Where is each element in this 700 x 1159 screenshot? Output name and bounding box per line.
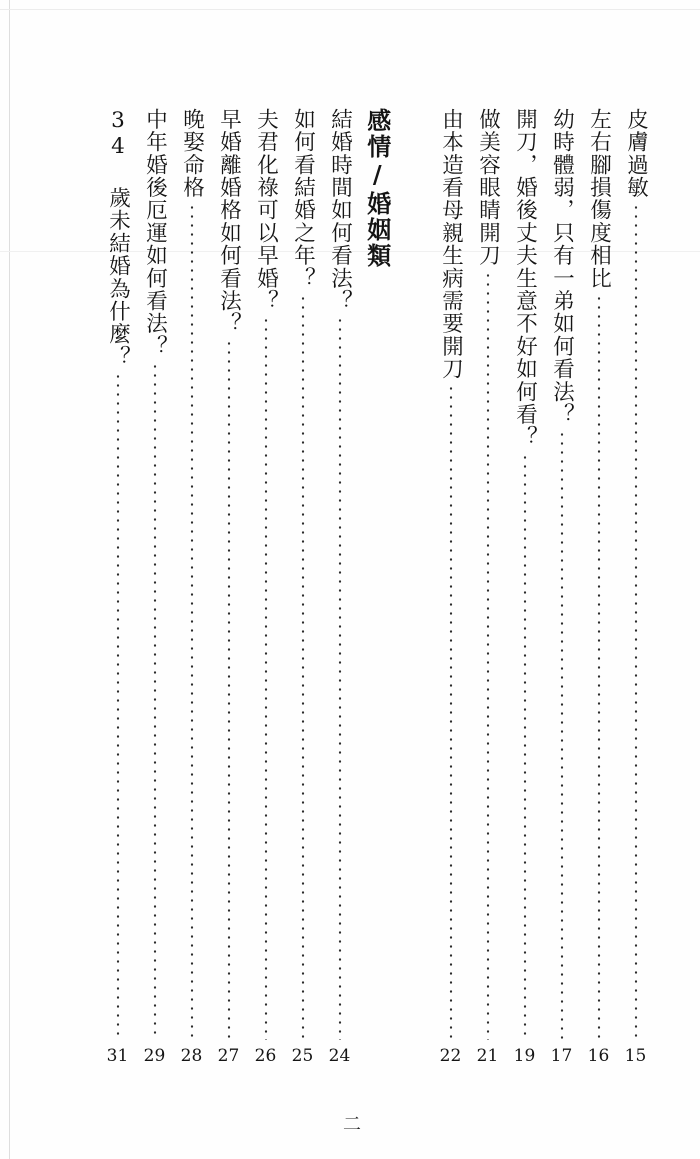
toc-entry[interactable]	[284, 108, 321, 1068]
toc-entry-label: 夫君化祿可以早婚？	[253, 108, 279, 313]
toc-entry-page-number: 15	[624, 1046, 647, 1066]
scan-edge-left	[9, 0, 10, 1159]
toc-entry-label: 晚娶命格	[179, 108, 205, 199]
toc-entry[interactable]	[432, 108, 469, 1068]
toc-entry-page-number: 16	[587, 1046, 610, 1066]
toc-entry-page-number: 19	[513, 1046, 536, 1066]
toc-entry-label: 由本造看母親生病需要開刀	[438, 108, 464, 381]
toc-dot-leader	[338, 316, 342, 1040]
toc-dot-leader	[116, 372, 120, 1040]
toc-entry-label: 結婚時間如何看法？	[327, 108, 353, 313]
toc-entry[interactable]	[136, 108, 173, 1068]
toc-entry-label: 中年婚後厄運如何看法？	[142, 108, 168, 358]
toc-dot-leader	[634, 203, 638, 1040]
toc-dot-leader	[523, 453, 527, 1041]
table-of-contents	[99, 108, 654, 1068]
toc-dot-leader	[486, 271, 490, 1040]
toc-entry[interactable]	[506, 108, 543, 1068]
scan-edge-top	[0, 9, 700, 10]
toc-entry-label: 左右腳損傷度相比	[586, 108, 612, 290]
toc-dot-leader	[301, 294, 305, 1040]
toc-section-heading[interactable]	[358, 108, 395, 1068]
toc-entry-page-number: 28	[180, 1046, 203, 1066]
toc-entry-page-number: 25	[291, 1046, 314, 1066]
folio-number: 二	[340, 1114, 361, 1132]
toc-dot-leader	[597, 294, 601, 1040]
page-folio	[0, 1114, 700, 1137]
toc-dot-leader	[190, 203, 194, 1040]
toc-entry-label: 幼時體弱，只有一弟如何看法？	[549, 108, 575, 426]
toc-entry-page-number: 22	[439, 1046, 462, 1066]
toc-entry[interactable]	[321, 108, 358, 1068]
toc-dot-leader	[153, 362, 157, 1040]
toc-entry-label: 如何看結婚之年？	[290, 108, 316, 290]
toc-entry-label: 早婚離婚格如何看法？	[216, 108, 242, 335]
toc-dot-leader	[375, 273, 379, 1040]
toc-entry[interactable]	[99, 108, 136, 1068]
toc-entry-page-number: 27	[217, 1046, 240, 1066]
toc-entry-page-number: 31	[106, 1046, 129, 1066]
toc-entry-page-number: 26	[254, 1046, 277, 1066]
toc-entry[interactable]	[247, 108, 284, 1068]
toc-entry[interactable]	[617, 108, 654, 1068]
toc-entry-label: 開刀，婚後丈夫生意不好如何看？	[512, 108, 538, 449]
toc-entry[interactable]	[543, 108, 580, 1068]
toc-entry-label: 34 歲未結婚為什麼？	[105, 108, 131, 369]
toc-dot-leader	[227, 339, 231, 1040]
toc-entry-label: 皮膚過敏	[623, 108, 649, 199]
toc-section-heading-label: 感情/婚姻類	[362, 108, 392, 269]
toc-spacer	[395, 108, 432, 1068]
toc-entry[interactable]	[173, 108, 210, 1068]
toc-entry-page-number: 21	[476, 1046, 499, 1066]
toc-entry[interactable]	[469, 108, 506, 1068]
toc-entry[interactable]	[580, 108, 617, 1068]
toc-entry[interactable]	[210, 108, 247, 1068]
toc-dot-leader	[449, 384, 453, 1040]
toc-entry-page-number: 29	[143, 1046, 166, 1066]
toc-dot-leader	[560, 430, 564, 1040]
toc-entry-page-number: 24	[328, 1046, 351, 1066]
toc-entry-page-number: 17	[550, 1046, 573, 1066]
toc-entry-label: 做美容眼睛開刀	[475, 108, 501, 267]
toc-dot-leader	[264, 316, 268, 1040]
